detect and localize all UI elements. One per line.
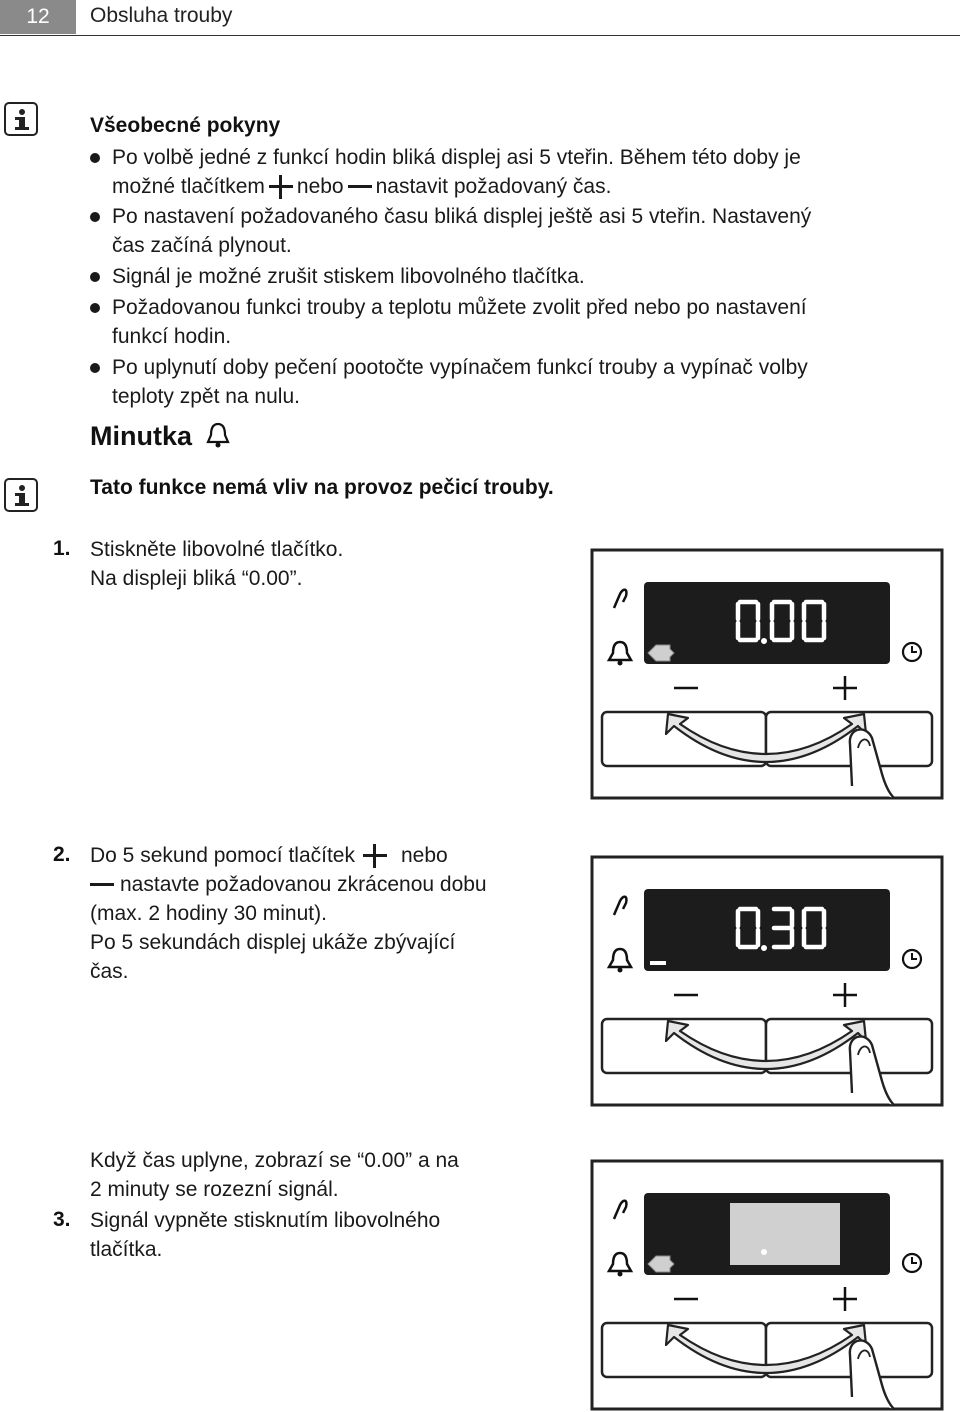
plus-icon — [269, 175, 293, 199]
bullet-text-line: teploty zpět na nulu. — [112, 385, 300, 408]
step-text: tlačítka. — [90, 1238, 163, 1261]
bullet — [90, 272, 100, 282]
decimal-point — [761, 1249, 767, 1255]
text-fragment: nastavit požadovaný čas. — [375, 175, 612, 198]
bullet — [90, 212, 100, 222]
page-number: 12 — [0, 0, 76, 34]
display-screen — [644, 582, 890, 664]
bell-icon — [618, 661, 623, 666]
bell-icon — [618, 968, 623, 973]
bullet-text-line: čas začíná plynout. — [112, 234, 292, 257]
section-heading-general: Všeobecné pokyny — [90, 114, 281, 137]
step-text: 2 minuty se rozezní signál. — [90, 1178, 339, 1201]
step-text: Signál vypněte stisknutím libovolného — [90, 1209, 441, 1232]
decimal-point — [761, 945, 767, 951]
minus-icon — [90, 873, 114, 897]
indicator-underscore — [650, 961, 666, 965]
step-text: čas. — [90, 960, 129, 983]
bullet-text-line: funkcí hodin. — [112, 325, 232, 348]
bell-icon — [618, 1272, 623, 1277]
plus-icon — [363, 844, 387, 868]
bullet-text: Po uplynutí doby pečení pootočte vypínačem funkcí trouby a vypínač volby — [112, 356, 808, 379]
step-text: Po 5 sekundách displej ukáže zbývající — [90, 931, 456, 954]
step-number: 3. — [53, 1208, 71, 1231]
info-icon — [4, 478, 38, 512]
step-text — [90, 870, 487, 899]
minutka-note: Tato funkce nemá vliv na provoz pečicí trouby. — [90, 476, 554, 499]
bullet — [90, 363, 100, 373]
bullet — [90, 153, 100, 163]
bullet — [90, 303, 100, 313]
oven-control-panel — [590, 548, 944, 800]
text-fragment: nebo — [400, 844, 448, 867]
bullet-text: Signál je možné zrušit stiskem libovolného tlačítka. — [112, 265, 585, 288]
oven-control-panel — [590, 855, 944, 1107]
text-fragment: Do 5 sekund pomocí tlačítek — [90, 844, 355, 867]
bullet-text: Po volbě jedné z funkcí hodin bliká displej asi 5 vteřin. Během této doby je — [112, 146, 801, 169]
text-fragment: možné tlačítkem — [112, 175, 265, 198]
step-text: (max. 2 hodiny 30 minut). — [90, 902, 327, 925]
page-title: Obsluha trouby — [90, 4, 233, 27]
header-divider — [0, 35, 960, 36]
text-fragment: nastavte požadovanou zkrácenou dobu — [120, 873, 487, 896]
bullet-text-line — [112, 172, 611, 201]
display-highlight — [730, 1203, 840, 1265]
section-heading-minutka — [90, 421, 232, 452]
minus-icon — [348, 175, 372, 199]
bell-icon — [204, 421, 232, 449]
text-fragment: nebo — [296, 175, 344, 198]
step-text: Když čas uplyne, zobrazí se “0.00” a na — [90, 1149, 459, 1172]
step-text: Na displeji bliká “0.00”. — [90, 567, 303, 590]
decimal-point — [761, 638, 767, 644]
step-number: 2. — [53, 843, 71, 866]
step-number: 1. — [53, 537, 71, 560]
minutka-title: Minutka — [90, 421, 193, 451]
oven-control-panel — [590, 1159, 944, 1411]
bullet-text: Požadovanou funkci trouby a teplotu můžete zvolit před nebo po nastavení — [112, 296, 807, 319]
info-icon — [4, 102, 38, 136]
step-text: Stiskněte libovolné tlačítko. — [90, 538, 344, 561]
bullet-text: Po nastavení požadovaného času bliká displej ještě asi 5 vteřin. Nastavený — [112, 205, 812, 228]
display-screen — [644, 889, 890, 971]
step-text — [90, 841, 448, 870]
